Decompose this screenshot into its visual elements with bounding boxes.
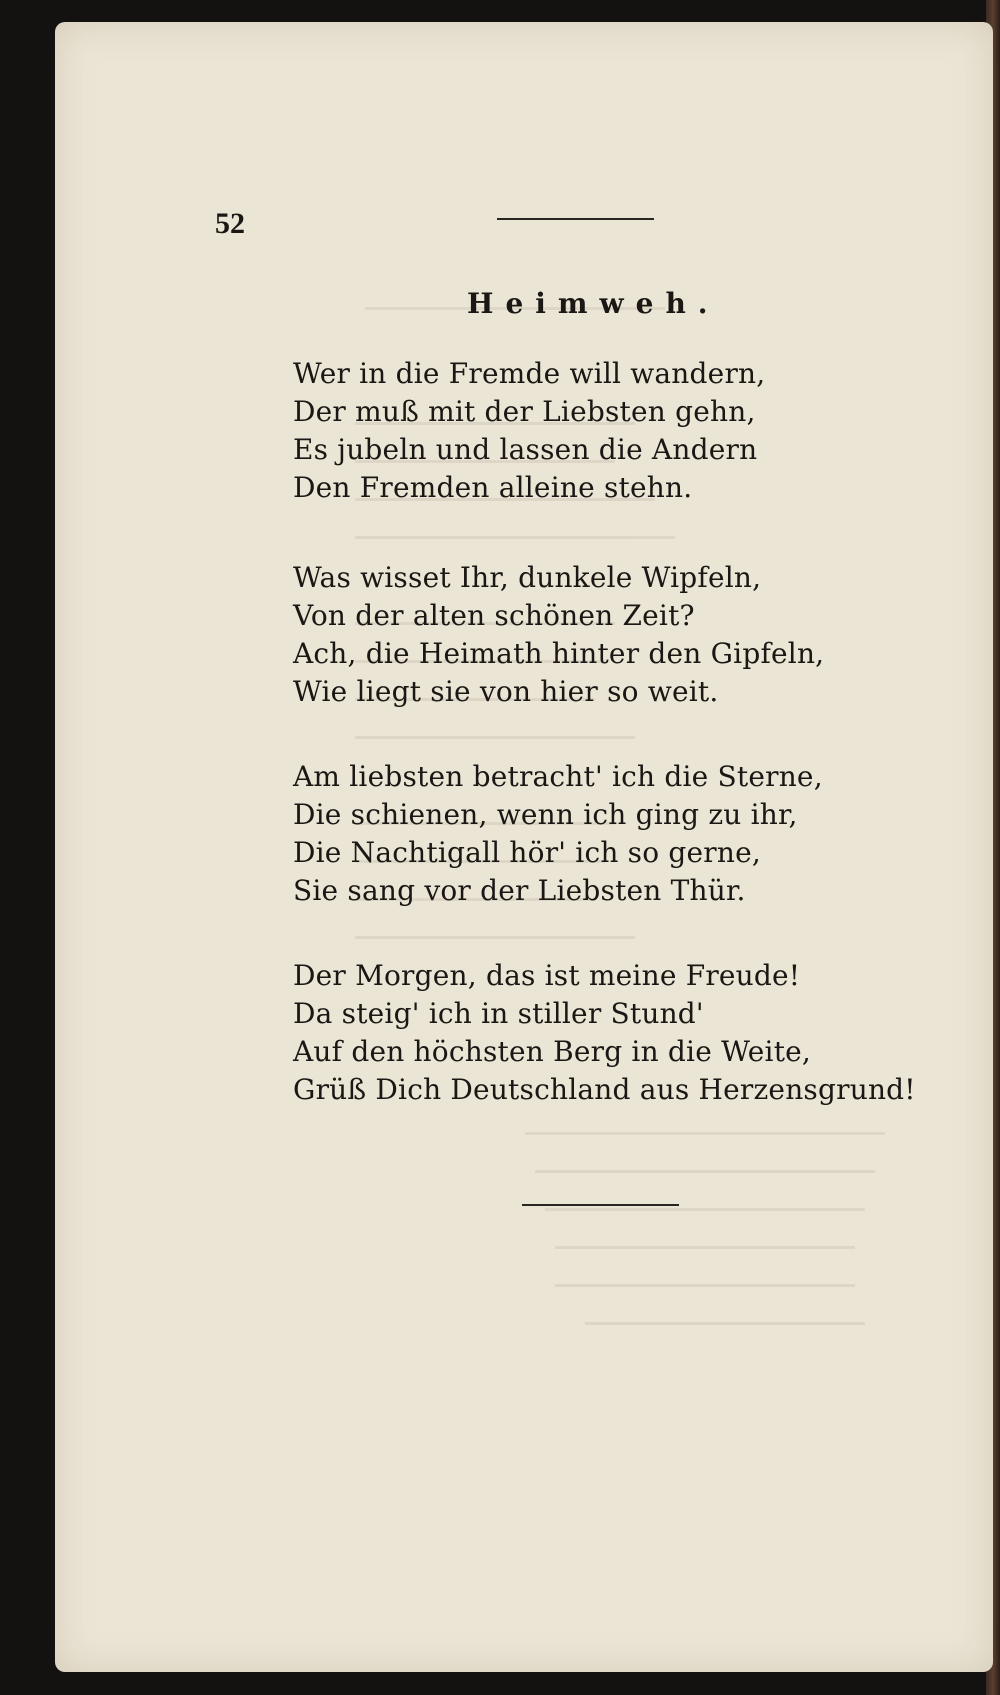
page-number: 52 <box>215 207 245 240</box>
book-page <box>55 22 993 1672</box>
poem-line: Sie sang vor der Liebsten Thür. <box>293 874 746 907</box>
poem-line: Wie liegt sie von hier so weit. <box>293 675 719 708</box>
poem-line: Am liebsten betracht' ich die Sterne, <box>293 760 823 793</box>
poem-line: Grüß Dich Deutschland aus Herzensgrund! <box>293 1073 916 1106</box>
poem-line: Da steig' ich in stiller Stund' <box>293 997 704 1030</box>
poem-line: Den Fremden alleine stehn. <box>293 471 693 504</box>
poem-line: Der muß mit der Liebsten gehn, <box>293 395 756 428</box>
poem-line: Die schienen, wenn ich ging zu ihr, <box>293 798 798 831</box>
stanza-4 <box>293 957 916 1109</box>
poem-line: Wer in die Fremde will wandern, <box>293 357 766 390</box>
poem-line: Von der alten schönen Zeit? <box>293 599 695 632</box>
poem-line: Auf den höchsten Berg in die Weite, <box>293 1035 812 1068</box>
top-rule <box>497 218 654 220</box>
poem-line: Es jubeln und lassen die Andern <box>293 433 758 466</box>
poem-line: Ach, die Heimath hinter den Gipfeln, <box>293 637 825 670</box>
stanza-1 <box>293 355 765 507</box>
stanza-3 <box>293 758 823 910</box>
stanza-2 <box>293 559 824 711</box>
poem-line: Die Nachtigall hör' ich so gerne, <box>293 836 761 869</box>
poem-line: Der Morgen, das ist meine Freude! <box>293 959 801 992</box>
bottom-rule <box>522 1204 679 1206</box>
poem-title: Heimweh. <box>467 287 720 320</box>
poem-line: Was wisset Ihr, dunkele Wipfeln, <box>293 561 762 594</box>
